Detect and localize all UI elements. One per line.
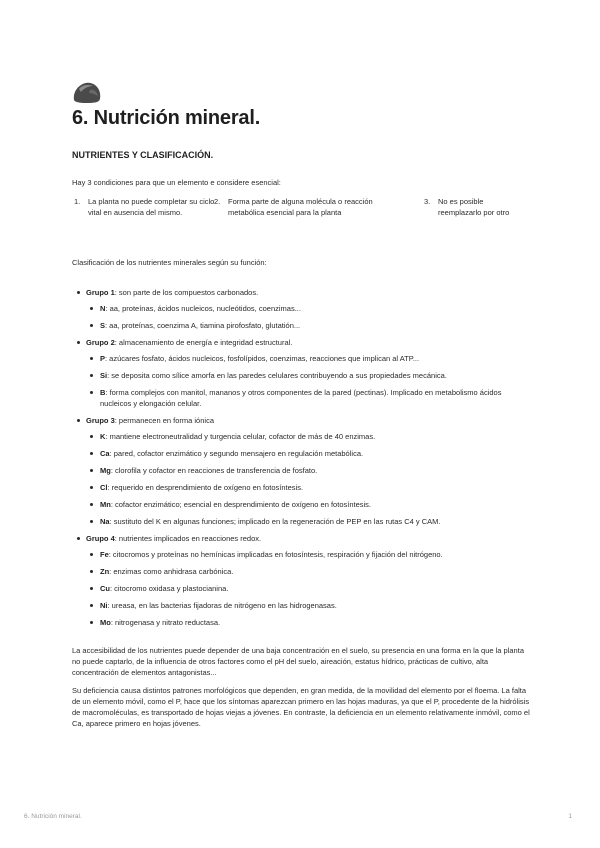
intro-text: Hay 3 condiciones para que un elemento e considere esencial: [72,178,281,187]
nutrient-item: N: aa, proteínas, ácidos nucleicos, nucleótidos, coenzimas... [72,303,532,314]
group-1: Grupo 1: son parte de los compuestos carbonados. [72,287,532,298]
nutrient-item: Fe: citocromos y proteínas no hemínicas implicadas en fotosíntesis, respiración y fijación del nitrógeno. [72,549,532,560]
footer-title: 6. Nutrición mineral. [24,813,82,820]
nutrient-item: K: mantiene electroneutralidad y turgencia celular, cofactor de más de 40 enzimas. [72,431,532,442]
condition-item: 3. No es posible reemplazarlo por otro [424,197,510,217]
nutrient-item: Ni: ureasa, en las bacterias fijadoras de nitrógeno en las hidrogenasas. [72,600,532,611]
page-number: 1 [568,813,572,820]
nutrient-item: Mo: nitrogenasa y nitrato reductasa. [72,617,532,628]
nutrient-item: P: azúcares fosfato, ácidos nucleicos, fosfolípidos, coenzimas, reacciones que implican al ATP... [72,353,532,364]
nutrient-item: Zn: enzimas como anhidrasa carbónica. [72,566,532,577]
nutrient-groups-list [72,287,532,634]
nutrient-item: Mn: cofactor enzimático; esencial en desprendimiento de oxígeno en fotosíntesis. [72,499,532,510]
rock-icon [72,80,102,104]
nutrient-item: Na: sustituto del K en algunas funciones; implicado en la regeneración de PEP en las rutas C4 y CAM. [72,516,532,527]
group-2: Grupo 2: almacenamiento de energía e integridad estructural. [72,337,532,348]
nutrient-item: B: forma complejos con manitol, mananos y otros componentes de la pared (pectinas). Implicado en metabolismo ácidos nucleicos y elongación celular. [72,387,532,409]
condition-item: 2. Forma parte de alguna molécula o reacción metabólica esencial para la planta [214,197,373,217]
page-title: 6. Nutrición mineral. [72,107,261,129]
group-3: Grupo 3: permanecen en forma iónica [72,415,532,426]
paragraph-accessibility: La accesibilidad de los nutrientes puede depender de una baja concentración en el suelo, su presencia en una forma en la que la planta no puede captarlo, de la influencia de otros factores como el pH del suelo, aireación, estatus hídrico, prácticas de cultivo, alta concentración de elementos antagonistas... [72,646,524,677]
classification-intro: Clasificación de los nutrientes minerales según su función: [72,258,267,267]
nutrient-item: Cu: citocromo oxidasa y plastocianina. [72,583,532,594]
nutrient-item: Cl: requerido en desprendimiento de oxígeno en fotosíntesis. [72,482,532,493]
section-heading: NUTRIENTES Y CLASIFICACIÓN. [72,150,214,160]
nutrient-item: Mg: clorofila y cofactor en reacciones de transferencia de fosfato. [72,465,532,476]
paragraph-deficiency: Su deficiencia causa distintos patrones morfológicos que dependen, en gran medida, de la movilidad del elemento por el floema. La falta de un elemento móvil, como el P, hace que los síntomas aparezcan primero en las hojas maduras, ya que el P, procedente de la hidrólisis de macromoléculas, es transportado de hojas viejas a jóvenes. En contraste, la deficiencia en un elemento relativamente inmóvil, como el Ca, aparece primero en hojas jóvenes. [72,686,530,728]
condition-item: 1. La planta no puede completar su ciclo vital en ausencia del mismo. [74,197,215,217]
nutrient-item: Ca: pared, cofactor enzimático y segundo mensajero en regulación metabólica. [72,448,532,459]
group-4: Grupo 4: nutrientes implicados en reacciones redox. [72,533,532,544]
nutrient-item: S: aa, proteínas, coenzima A, tiamina pirofosfato, glutatión... [72,320,532,331]
nutrient-item: Si: se deposita como sílice amorfa en las paredes celulares contribuyendo a sus propiedades mecánica. [72,370,532,381]
